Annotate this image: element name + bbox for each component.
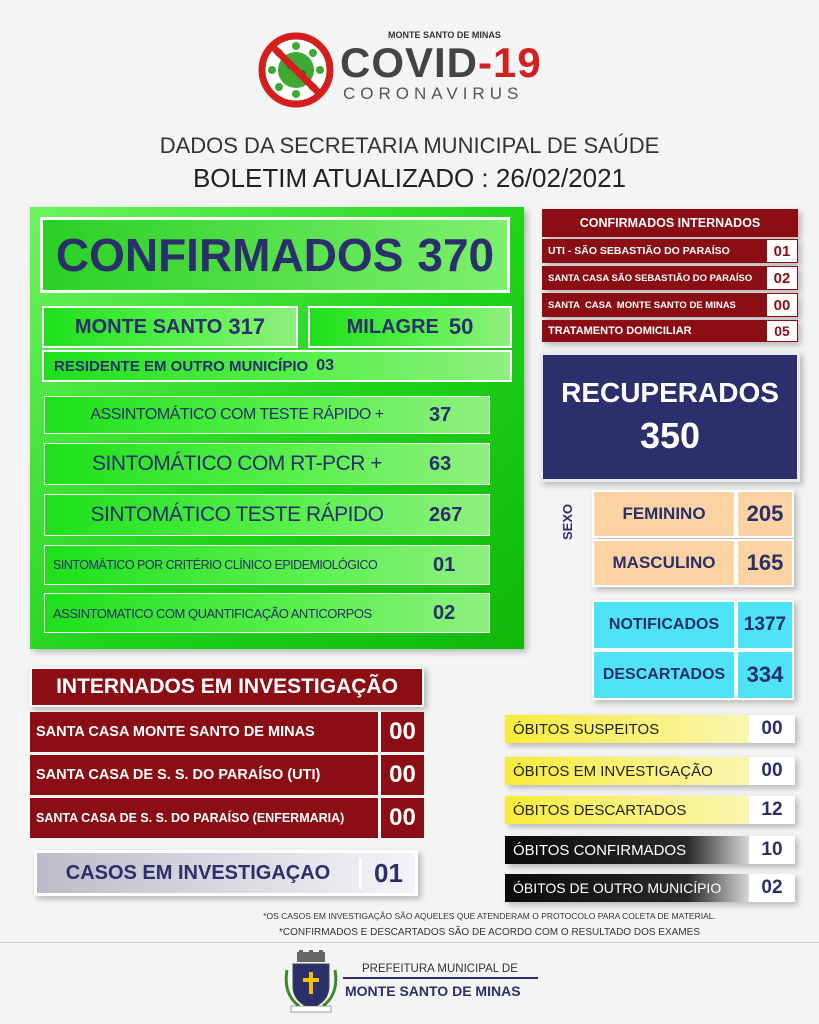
investigation-row-label: SANTA CASA DE S. S. DO PARAÍSO (ENFERMARIA): [30, 798, 378, 838]
investigation-row-label: SANTA CASA DE S. S. DO PARAÍSO (UTI): [30, 755, 378, 795]
confirmed-row-value: 01: [433, 553, 456, 576]
hospitalized-row-label: SANTA CASA SÃO SEBASTIÃO DO PARAÍSO: [548, 272, 753, 284]
monte-santo-label: MONTE SANTO: [74, 315, 223, 338]
hospitalized-row-value: 00: [767, 294, 797, 316]
city-header: MONTE SANTO DE MINAS: [388, 30, 501, 40]
female-row: [592, 490, 794, 538]
footnote-2: *CONFIRMADOS E DESCARTADOS SÃO DE ACORDO COM O RESULTADO DOS EXAMES: [279, 927, 700, 938]
footer-line-1: PREFEITURA MUNICIPAL DE: [362, 963, 518, 975]
monte-santo-value: 317: [228, 314, 266, 339]
confirmed-row-value: 37: [429, 403, 452, 426]
deaths-row: [505, 715, 795, 743]
recovered-label: RECUPERADOS: [561, 377, 779, 408]
footer-line-divider: [343, 977, 538, 979]
monte-santo-box: [42, 306, 298, 348]
hospitalized-row-label: SANTA CASA MONTE SANTO DE MINAS: [548, 299, 736, 311]
deaths-row: [505, 874, 795, 902]
confirmed-row-value: 63: [429, 452, 452, 475]
other-municipality-value: 03: [316, 357, 334, 374]
deaths-row-label: ÓBITOS SUSPEITOS: [505, 715, 749, 743]
female-value: 205: [736, 490, 794, 538]
deaths-row-value: 02: [749, 874, 795, 902]
deaths-row-label: ÓBITOS CONFIRMADOS: [505, 836, 749, 864]
confirmed-row-label: ASSINTOMATICO COM QUANTIFICAÇÃO ANTICORPOS: [53, 605, 372, 621]
covid-title: [340, 40, 542, 86]
investigation-row-label: SANTA CASA MONTE SANTO DE MINAS: [30, 712, 378, 752]
hospitalized-row-value: 02: [767, 267, 797, 289]
footer-line-2: MONTE SANTO DE MINAS: [345, 983, 521, 999]
investigation-row: [30, 755, 424, 795]
deaths-row-label: ÓBITOS DESCARTADOS: [505, 796, 749, 824]
sex-label: SEXO: [560, 503, 575, 540]
investigation-row-value: 00: [378, 712, 424, 752]
source-title: DADOS DA SECRETARIA MUNICIPAL DE SAÚDE: [159, 133, 660, 158]
deaths-row-value: 12: [749, 796, 795, 824]
hospitalized-row-value: 01: [767, 240, 797, 262]
investigation-row: [30, 798, 424, 838]
confirmed-label: CONFIRMADOS: [55, 229, 404, 281]
confirmed-row: [44, 545, 490, 585]
investigation-title: INTERNADOS EM INVESTIGAÇÃO: [30, 667, 424, 707]
confirmed-row-value: 267: [429, 503, 463, 526]
coronavirus-subtitle: CORONAVIRUS: [343, 84, 524, 103]
discarded-value: 334: [736, 650, 794, 700]
deaths-row-label: ÓBITOS DE OUTRO MUNICÍPIO: [505, 874, 749, 902]
milagre-box: [308, 306, 512, 348]
hospitalized-row: [542, 239, 798, 263]
deaths-row-value: 00: [749, 715, 795, 743]
deaths-row-value: 00: [749, 757, 795, 785]
male-row: [592, 539, 794, 587]
confirmed-row-label: SINTOMÁTICO TESTE RÁPIDO: [90, 503, 384, 526]
milagre-value: 50: [448, 314, 474, 339]
male-label: MASCULINO: [592, 539, 736, 587]
hospitalized-row: [542, 266, 798, 290]
confirmed-row-value: 02: [433, 601, 456, 624]
hospitalized-title: CONFIRMADOS INTERNADOS: [542, 209, 798, 237]
deaths-row: [505, 836, 795, 864]
cases-investigation-box: [34, 850, 418, 896]
discarded-row: [592, 650, 794, 700]
deaths-row: [505, 757, 795, 785]
notified-value: 1377: [736, 600, 794, 650]
cases-investigation-label: CASOS EM INVESTIGAÇAO: [65, 861, 331, 884]
discarded-label: DESCARTADOS: [592, 650, 736, 700]
hospitalized-row-label: TRATAMENTO DOMICILIAR: [548, 325, 692, 337]
confirmed-row-label: ASSINTOMÁTICO COM TESTE RÁPIDO +: [90, 406, 384, 423]
coat-of-arms-icon: [283, 950, 339, 1014]
covid-title-b: -19: [478, 39, 542, 86]
hospitalized-row: [542, 293, 798, 317]
footnote-1: *OS CASOS EM INVESTIGAÇÃO SÃO AQUELES QUE ATENDERAM O PROTOCOLO PARA COLETA DE MATERIAL.: [263, 911, 716, 921]
footer-divider: [0, 942, 819, 943]
hospitalized-row-value: 05: [767, 321, 797, 341]
confirmed-row-label: SINTOMÁTICO POR CRITÉRIO CLÍNICO EPIDEMIOLÓGICO: [53, 558, 378, 572]
covid-title-a: COVID: [340, 39, 479, 86]
cases-investigation-value: 01: [359, 858, 415, 889]
notified-row: [592, 600, 794, 650]
hospitalized-row-label: UTI - SÃO SEBASTIÃO DO PARAÍSO: [548, 245, 730, 257]
confirmed-row: [44, 494, 490, 536]
confirmed-row-label: SINTOMÁTICO COM RT-PCR +: [92, 452, 382, 475]
confirmed-total-box: [40, 217, 510, 293]
notified-label: NOTIFICADOS: [592, 600, 736, 650]
investigation-row: [30, 712, 424, 752]
virus-logo-icon: [258, 32, 334, 108]
investigation-row-value: 00: [378, 798, 424, 838]
confirmed-row: [44, 593, 490, 633]
deaths-row: [505, 796, 795, 824]
other-municipality-box: [42, 350, 512, 382]
bulletin-date: BOLETIM ATUALIZADO : 26/02/2021: [192, 163, 627, 193]
hospitalized-row: [542, 320, 798, 342]
milagre-label: MILAGRE: [346, 315, 439, 338]
confirmed-row: [44, 443, 490, 485]
deaths-row-label: ÓBITOS EM INVESTIGAÇÃO: [505, 757, 749, 785]
male-value: 165: [736, 539, 794, 587]
other-municipality-label: RESIDENTE EM OUTRO MUNICÍPIO: [54, 357, 309, 375]
confirmed-row: [44, 396, 490, 434]
investigation-row-value: 00: [378, 755, 424, 795]
confirmed-value: 370: [417, 229, 495, 281]
deaths-row-value: 10: [749, 836, 795, 864]
recovered-value: 350: [639, 415, 701, 456]
female-label: FEMININO: [592, 490, 736, 538]
recovered-box: [540, 352, 800, 482]
